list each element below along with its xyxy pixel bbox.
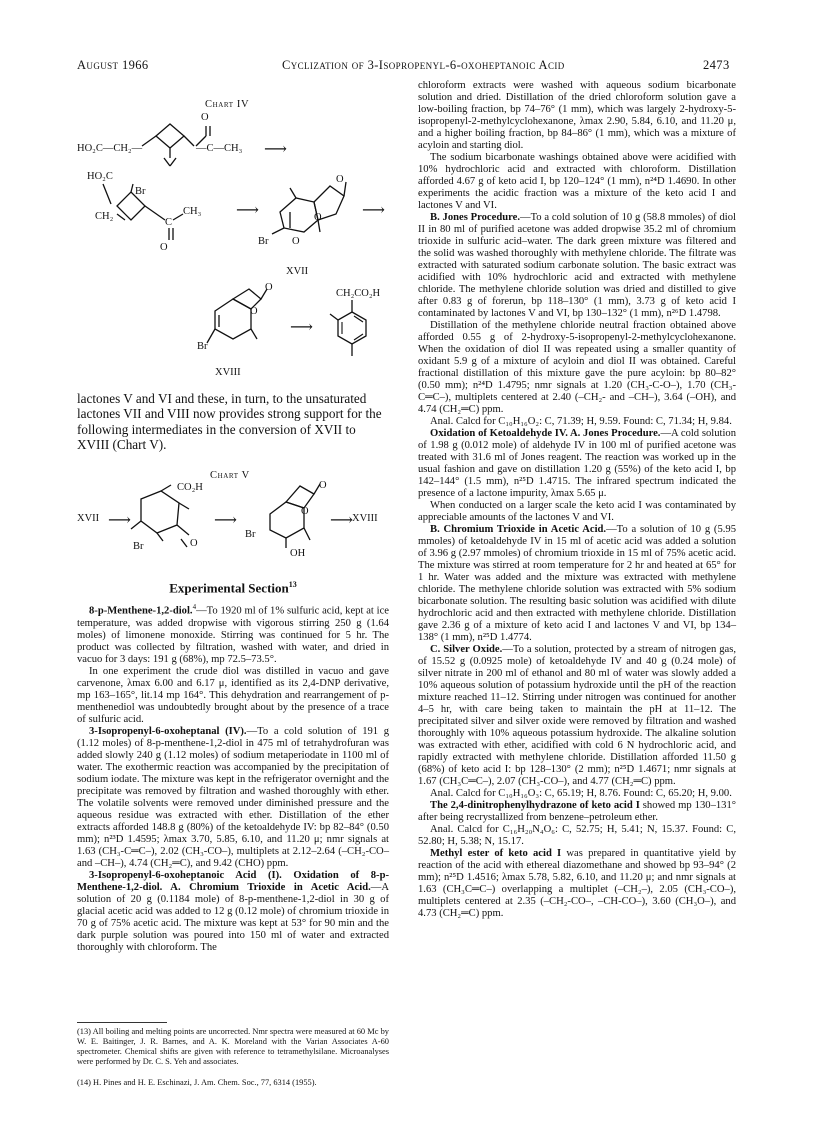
paragraph-text: showed mp 130–131° after being recrystallized from benzene–petroleum ether. <box>418 800 736 823</box>
chart-v-o-2: O <box>319 480 327 491</box>
left-paragraphs-0 <box>77 601 389 666</box>
paragraph-text: —To a cold solution of 191 g (1.12 moles) of 8-p-menthene-1,2-diol in 475 ml of tetrahydrofuran was added slowly 240 g (1.12 moles) of sodium metaperiodate in 1100 ml of water. The exothermic reaction was accompanied by the precipitation of sodium iodate. The mixture was kept in the refrigerator overnight and the precipitate was removed by filtration and washed thoroughly with ether. The volatile solvents were removed under diminished pressure and the aqueous residue was extracted with ether. Distillation of the ether extracts afforded 148.8 g (80%) of the ketoaldehyde IV: bp 82–84° (0.50 mm); n²³D 1.4595; λmax 3.70, 5.85, 6.10, and 11.20 μ; nmr signals at 1.63 (CH₃-C═C–), 2.02 (CH₃-CO–), multiplets at 2.12–2.64 (–CH₂-CO– and –CH–), 4.74 (CH₂═C), and 9.42 (CHO) ppm. <box>77 725 389 869</box>
paragraph-text: —A solution of 20 g (0.1184 mole) of 8-p-menthene-1,2-diol in 30 g of glacial acetic acid was added to 12 g (0.12 mole) of chromium trioxide in 70 g of 75% acetic acid. The mixture was kept at 53° for 90 min and the dark purple solution was poured into 150 ml of water and extracted thoroughly with chloroform. The <box>77 881 389 953</box>
chart-iv-title: Chart IV <box>205 99 250 110</box>
intro-paragraph: lactones V and VI and these, in turn, to the unsaturated lactones VII and VIII now provides strong support for the following intermediates in the conversion of XVII to XVIII (Chart V). <box>77 391 382 452</box>
chart-iv-row1-suffix: —C—CH₃ <box>196 143 243 154</box>
paragraph-text: —To a cold solution of 10 g (58.8 mmoles) of diol II in 80 ml of purified acetone was added dropwise 35.2 ml of chromium trioxide in sulfuric acid–water. The dark green mixture was filtered and the solid was washed thoroughly with methylene chloride. The filtrate was extracted with saturated sodium carbonate solution. The basic extract was acidified with 10% hydrochloric acid and extracted with methylene chloride. The methylene chloride solution was dried and distilled to give after 0.83 g of forerun, bp 118–130° (1 mm), 3.73 g of keto acid I contaminated by lactones V and VI, bp 130–132° (1 mm), n²⁶D 1.4798. <box>418 212 736 319</box>
chart-iv-row2-ch2: CH₂ <box>95 211 114 222</box>
paragraph-heading: B. Jones Procedure. <box>430 212 520 223</box>
paragraph-text: When conducted on a larger scale the keto acid I was contaminated by appreciable amounts of the lactones V and VI. <box>418 500 736 523</box>
paragraph-heading: 3-Isopropenyl-6-oxoheptanoic Acid (I). Oxidation of 8-p-Menthene-1,2-diol. A. Chromium Trioxide in Acetic Acid. <box>77 869 389 893</box>
right-column-text <box>418 80 736 920</box>
section-heading <box>77 580 389 596</box>
paragraph-text: Anal. Calcd for C₁₀H₁₆O₂: C, 71.39; H, 9.59. Found: C, 71.34; H, 9.84. <box>430 416 732 427</box>
right-paragraphs-8 <box>418 644 736 788</box>
left-paragraphs-1 <box>77 666 389 726</box>
paragraph-text: —To a solution, protected by a stream of nitrogen gas, of 15.52 g (0.0925 mole) of ketoaldehyde IV and 40 g (0.24 mole) of silver nitrate in 200 ml of ethanol and 80 ml of water was slowly added a 10% aqueous solution of potassium hydroxide until the pH of the reaction mixture reached 11–12. Stirring under nitrogen was continued for another 4–5 hr, with care being taken to maintain the pH at 11–12. The precipitated silver and silver oxide were removed by filtration and washed thoroughly with 10% aqueous potassium hydroxide. The alkaline solution was extracted with ether, acidified with cold 6 N hydrochloric acid, and rapidly extracted with methylene chloride. Distillation afforded 11.50 g (68%) of keto acid I: bp 128–130° (2 mm); n²⁵D 1.4671; nmr signals at 1.67 (CH₃C═C–), 2.07 (CH₃-CO–), and 4.77 (CH₂═C) ppm. <box>418 644 736 787</box>
paragraph-heading: B. Chromium Trioxide in Acetic Acid. <box>430 524 607 535</box>
paragraph-text: chloroform extracts were washed with aqueous sodium bicarbonate solution and dried. Distillation of the dried chloroform solution gave a low-boiling fraction, bp 74–76° (1 mm), which was largely 2-hydroxy-5-isopropenyl-2-methylcyclohexanone, λmax 2.90, 5.84, 6.10, and 11.20 μ, and a higher boiling fraction, bp 84–86° (1 mm), which was a mixture of acyloin and starting diol. <box>418 80 736 151</box>
right-paragraphs-5 <box>418 428 736 500</box>
footnote-ref: 4 <box>192 603 197 611</box>
chart-v-o-1: O <box>190 538 198 549</box>
right-paragraphs-10 <box>418 800 736 824</box>
chart-iv-row2-c: C <box>165 217 173 228</box>
right-paragraphs-9 <box>418 788 736 800</box>
right-paragraphs-7 <box>418 524 736 644</box>
chart-iv-xviii-structure <box>195 285 295 365</box>
chart-iv-xvii-ring-o: O <box>314 212 322 223</box>
page-number: 2473 <box>703 58 730 72</box>
paragraph-heading: 3-Isopropenyl-6-oxoheptanal (IV). <box>89 725 247 737</box>
section-heading-ref: 13 <box>288 580 297 589</box>
paragraph-text: Distillation of the methylene chloride neutral fraction obtained above afforded 0.55 g of 2-hydroxy-5-isopropenyl-2-methylcyclohexanone. When the oxidation of diol II was repeated using a smaller quantity of oxidant 5.9 g of a mixture of acyloin and diol II was obtained. Careful fractional distillation of this mixture gave the pure acyloin: bp 80–82° (0.50 mm); n²⁴D 1.4795; nmr signals at 1.20 (CH₃-C-O–), 1.70 (CH₃-C═C–), multiplets centered at 2.40 (–CH₂- and –CH–), 3.64 (–OH), and 4.74 (CH₂═C) ppm. <box>418 320 736 415</box>
chart-iv-xvii-carbonyl-o: O <box>336 174 344 185</box>
right-paragraphs-1 <box>418 152 736 212</box>
chart-v-title: Chart V <box>210 470 250 481</box>
footnote-13: (13) All boiling and melting points are uncorrected. Nmr spectra were measured at 60 Mc by W. E. Baitinger, J. R. Barnes, and A. K. Moreland with the Varian Associates A-60 spectrometer. Chemical shifts are given with reference to tetramethylsilane. Microanalyses were performed by Dr. C. S. Yeh and associates. <box>77 1027 389 1066</box>
chart-iv-xviii-br: Br <box>197 341 208 352</box>
chart-iv-arrow-3: ⟶ <box>362 202 385 219</box>
chart-iv-xvii-structure <box>260 172 360 262</box>
chart-iv-xvii-br: Br <box>258 236 269 247</box>
chart-v-xvii: XVII <box>77 513 100 524</box>
chart-iv-xviii-ring-o: O <box>250 306 258 317</box>
paragraph-text: Anal. Calcd for C₁₆H₂₀N₄O₆: C, 52.75; H, 5.41; N, 15.37. Found: C, 52.80; H, 5.38; N, 15.17. <box>418 824 736 847</box>
running-header-left: August 1966 <box>77 58 149 72</box>
paragraph-heading: 8-p-Menthene-1,2-diol. <box>89 605 193 617</box>
chart-iv-label-xvii: XVII <box>286 266 309 277</box>
chart-v-arrow-2: ⟶ <box>214 512 237 529</box>
chart-v-xviii: XVIII <box>352 513 378 524</box>
right-paragraphs-4 <box>418 416 736 428</box>
left-paragraphs-3 <box>77 870 389 954</box>
section-heading-text: Experimental Section <box>169 580 289 596</box>
chart-v-co2h: CO₂H <box>177 482 203 493</box>
right-paragraphs-6 <box>418 500 736 524</box>
right-paragraphs-0 <box>418 80 736 152</box>
chart-iv-arrow-4: ⟶ <box>290 319 313 336</box>
chart-v-br-2: Br <box>245 529 256 540</box>
right-paragraphs-12 <box>418 848 736 920</box>
chart-v-br-1: Br <box>133 541 144 552</box>
left-column-text <box>77 601 389 954</box>
chart-iv-row2-br: Br <box>135 186 146 197</box>
paragraph-text: —To a solution of 10 g (5.95 mmoles) of ketoaldehyde IV in 15 ml of acetic acid was added a solution of 3.96 g (2.97 mmoles) of chromium trioxide in 15 ml of 75% acetic acid. The mixture was stirred at room temperature for 2 hr and heated at 65° for 1 hr. Water was added and the mixture was extracted with methylene chloride. The methylene chloride solution was extracted with 5% sodium bicarbonate solution. The resulting basic solution was acidified with dilute hydrochloric acid and then extracted with methylene chloride. Distillation gave 2.36 g of a mixture of keto acid I and lactones V and VI, bp 134–138° (1 mm), n²⁵D 1.4774. <box>418 524 737 643</box>
footnote-rule <box>77 1022 167 1023</box>
chart-iv-row2-structure <box>95 180 215 250</box>
paragraph-text: —To 1920 ml of 1% sulfuric acid, kept at ice temperature, was added dropwise with vigorous stirring 250 g (1.64 moles) of limonene monoxide. Stirring was continued for 5 hr. The product was collected by filtration, washed with water, and dried in vacuo for 3 days: 191 g (68%), mp 72.5–73.5°. <box>77 605 389 665</box>
paragraph-text: was prepared in quantitative yield by reaction of the acid with ethereal diazomethane and showed bp 93–94° (2 mm); n²⁵D 1.4516; λmax 5.78, 5.82, 6.10, and 11.20 μ; and nmr signals at 1.63 (CH₃C═C–) overlapping a multiplet (–CH₂–), 2.05 (CH₃-CO–), multiplets centered at 2.35 (–CH₂-CO–, –CH-CO–), 3.60 (CH₃O–), and 4.73 (CH₂═C) ppm. <box>418 848 736 919</box>
paragraph-text: —A cold solution of 1.98 g (0.012 mole) of aldehyde IV in 100 ml of purified acetone was treated with 31.6 ml of Jones reagent. The reaction was worked up in the usual fashion and gave on distillation 1.20 g (55%) of the keto acid I, bp 142–144° (1.5 mm), n²⁵D 1.4715. The infrared spectrum indicated the presence of a lactone impurity, λmax 5.65 μ. <box>418 428 736 499</box>
chart-v-ring-o: O <box>301 506 309 517</box>
chart-iv-xviii-carbonyl-o: O <box>265 282 273 293</box>
chart-iv-row2-ho2c: HO₂C <box>87 171 113 182</box>
chart-iv-row1-oxygen: O <box>201 112 209 123</box>
chart-iv-arrow-1: ⟶ <box>264 141 287 158</box>
running-header-title: Cyclization of 3-Isopropenyl-6-oxoheptanoic Acid <box>282 58 565 72</box>
chart-iv-arrow-2: ⟶ <box>236 202 259 219</box>
chart-v-arrow-1: ⟶ <box>108 512 131 529</box>
chart-iv-ch2co2h: CH₂CO₂H <box>336 288 381 299</box>
chart-v-oh: OH <box>290 548 306 559</box>
left-paragraphs-2 <box>77 726 389 870</box>
paragraph-text: In one experiment the crude diol was distilled in vacuo and gave carvenone, λmax 6.00 and 6.17 μ, identified as its 2,4-DNP derivative, mp 163–165°, lit.14 mp 164°. This dehydration and rearrangement of p-menthenediol was undoubtedly brought about by the presence of a trace of sulfuric acid. <box>77 665 389 725</box>
chart-v-arrow-3: ⟶ <box>330 512 353 529</box>
paragraph-heading: Oxidation of Ketoaldehyde IV. A. Jones Procedure. <box>430 428 661 439</box>
chart-iv-row2-ch3: CH₃ <box>183 206 202 217</box>
right-paragraphs-2 <box>418 212 736 320</box>
paragraph-heading: The 2,4-dinitrophenylhydrazone of keto acid I <box>430 800 640 811</box>
right-paragraphs-3 <box>418 320 736 416</box>
right-paragraphs-11 <box>418 824 736 848</box>
chart-iv-xvii-carbonyl-o2: O <box>292 236 300 247</box>
chart-iv-row2-o: O <box>160 242 168 253</box>
paragraph-text: The sodium bicarbonate washings obtained above were acidified with 10% hydrochloric acid and extracted with chloroform. Distillation afforded 4.67 g of keto acid I, bp 120–124° (1 mm), n²⁴D 1.4690. In other experiments the acidic fraction was a mixture of the keto acid I and lactones V and VI. <box>418 152 736 211</box>
chart-iv-row1-prefix: HO₂C—CH₂— <box>77 143 143 154</box>
paragraph-heading: Methyl ester of keto acid I <box>430 848 562 859</box>
paragraph-text: Anal. Calcd for C₁₀H₁₆O₃: C, 65.19; H, 8.76. Found: C, 65.20; H, 9.00. <box>430 788 732 799</box>
chart-iv-aromatic-structure <box>330 298 390 368</box>
paragraph-heading: C. Silver Oxide. <box>430 644 503 655</box>
chart-iv-label-xviii: XVIII <box>215 367 241 378</box>
footnote-14: (14) H. Pines and H. E. Eschinazi, J. Am. Chem. Soc., 77, 6314 (1955). <box>77 1078 317 1087</box>
